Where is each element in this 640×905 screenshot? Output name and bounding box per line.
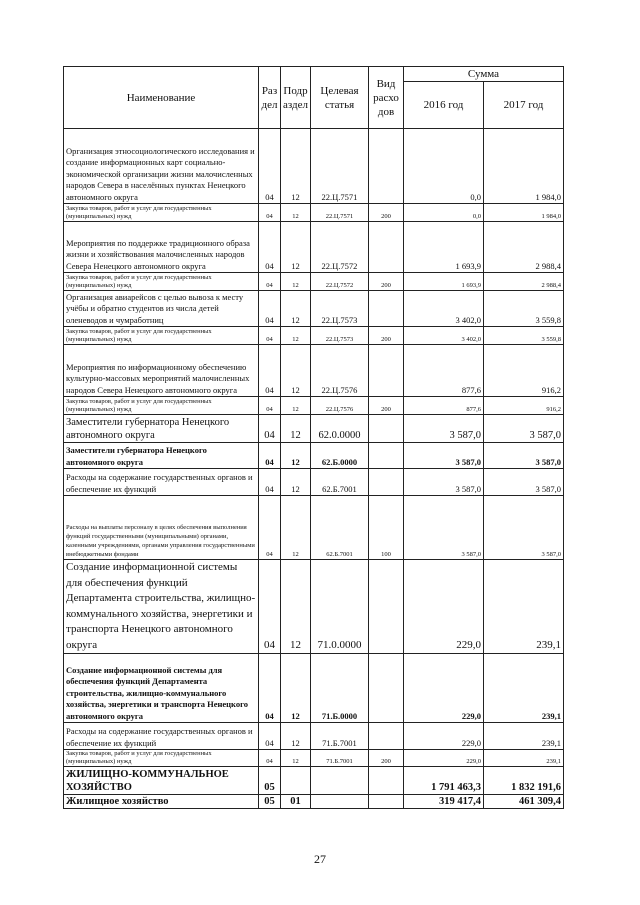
header-name: Наименование (64, 67, 259, 129)
row-razdel: 05 (259, 767, 281, 795)
row-podrazdel: 01 (281, 795, 311, 809)
table-row (64, 273, 564, 291)
row-podrazdel: 12 (281, 291, 311, 327)
row-sum-2016: 0,0 (404, 129, 484, 204)
row-vid (369, 560, 404, 654)
row-vid: 200 (369, 397, 404, 415)
page-number: 27 (314, 852, 326, 866)
row-name: Мероприятия по поддержке традиционного образа жизни и хозяйствования малочисленных народов Севера Ненецкого автономного округа (64, 222, 259, 273)
table-row (64, 222, 564, 273)
row-razdel: 04 (259, 291, 281, 327)
row-vid (369, 795, 404, 809)
row-celevaya: 22.Ц.7571 (311, 204, 369, 222)
row-razdel: 04 (259, 327, 281, 345)
row-podrazdel: 12 (281, 496, 311, 560)
row-name: Мероприятия по информационному обеспечению культурно-массовых мероприятий малочисленных народов Севера Ненецкого автономного округа (64, 345, 259, 397)
table-row (64, 795, 564, 809)
row-vid: 200 (369, 204, 404, 222)
table-row (64, 469, 564, 496)
row-name: Создание информационной системы для обеспечения функций Департамента строительства, жилищно-коммунального хозяйства, энергетики и транспорта Ненецкого автономного округа (64, 560, 259, 654)
row-razdel: 04 (259, 415, 281, 443)
row-sum-2017: 2 988,4 (484, 222, 564, 273)
row-sum-2016: 229,0 (404, 560, 484, 654)
row-sum-2016: 3 587,0 (404, 496, 484, 560)
row-name: ЖИЛИЩНО-КОММУНАЛЬНОЕ ХОЗЯЙСТВО (64, 767, 259, 795)
row-sum-2016: 319 417,4 (404, 795, 484, 809)
row-vid (369, 469, 404, 496)
row-sum-2017: 461 309,4 (484, 795, 564, 809)
table-row (64, 129, 564, 204)
row-vid: 200 (369, 273, 404, 291)
row-celevaya: 71.Б.7001 (311, 750, 369, 767)
row-sum-2017: 3 587,0 (484, 415, 564, 443)
row-podrazdel: 12 (281, 129, 311, 204)
header-razdel: Раз дел (259, 67, 281, 129)
row-sum-2017: 1 832 191,6 (484, 767, 564, 795)
row-name: Закупка товаров, работ и услуг для государственных (муниципальных) нужд (64, 327, 259, 345)
row-sum-2017: 916,2 (484, 345, 564, 397)
row-name: Заместители губернатора Ненецкого автономного округа (64, 415, 259, 443)
row-celevaya: 62.Б.7001 (311, 469, 369, 496)
table-row (64, 723, 564, 750)
row-celevaya (311, 767, 369, 795)
row-celevaya: 71.Б.0000 (311, 654, 369, 723)
row-sum-2016: 1 791 463,3 (404, 767, 484, 795)
header-year-2016: 2016 год (404, 82, 484, 129)
row-podrazdel: 12 (281, 397, 311, 415)
row-razdel: 04 (259, 222, 281, 273)
row-podrazdel: 12 (281, 443, 311, 469)
table-row (64, 654, 564, 723)
row-name: Жилищное хозяйство (64, 795, 259, 809)
row-name: Закупка товаров, работ и услуг для государственных (муниципальных) нужд (64, 273, 259, 291)
row-sum-2017: 2 988,4 (484, 273, 564, 291)
row-vid (369, 222, 404, 273)
row-name: Организация этносоциологического исследования и создание информационных карт социально-экономической организации жизни малочисленных народов Севера в населённых пунктах Ненецкого автономного округа (64, 129, 259, 204)
row-sum-2016: 0,0 (404, 204, 484, 222)
table-row (64, 496, 564, 560)
row-razdel: 04 (259, 397, 281, 415)
row-sum-2016: 877,6 (404, 397, 484, 415)
row-sum-2016: 3 587,0 (404, 443, 484, 469)
row-podrazdel: 12 (281, 204, 311, 222)
row-razdel: 04 (259, 443, 281, 469)
row-podrazdel: 12 (281, 222, 311, 273)
row-celevaya: 71.0.0000 (311, 560, 369, 654)
row-sum-2016: 1 693,9 (404, 273, 484, 291)
row-sum-2017: 916,2 (484, 397, 564, 415)
row-podrazdel: 12 (281, 723, 311, 750)
row-razdel: 04 (259, 750, 281, 767)
table-row (64, 443, 564, 469)
row-podrazdel: 12 (281, 415, 311, 443)
header-podrazdel: Подр аздел (281, 67, 311, 129)
row-podrazdel: 12 (281, 273, 311, 291)
row-celevaya: 62.Б.0000 (311, 443, 369, 469)
row-celevaya: 62.0.0000 (311, 415, 369, 443)
row-name: Расходы на выплаты персоналу в целях обеспечения выполнения функций государственными (муниципальными) органами, казенными учреждениями, органами управления государственными внебюджетными фондами (64, 496, 259, 560)
row-razdel: 04 (259, 723, 281, 750)
row-razdel: 04 (259, 273, 281, 291)
row-vid (369, 345, 404, 397)
row-vid: 100 (369, 496, 404, 560)
row-name: Расходы на содержание государственных органов и обеспечение их функций (64, 723, 259, 750)
row-name: Заместители губернатора Ненецкого автономного округа (64, 443, 259, 469)
row-sum-2017: 1 984,0 (484, 204, 564, 222)
row-sum-2016: 229,0 (404, 750, 484, 767)
row-celevaya: 22.Ц.7571 (311, 129, 369, 204)
table-row (64, 327, 564, 345)
row-celevaya: 22.Ц.7573 (311, 291, 369, 327)
row-sum-2016: 3 587,0 (404, 469, 484, 496)
row-podrazdel: 12 (281, 327, 311, 345)
row-vid (369, 767, 404, 795)
row-podrazdel: 12 (281, 345, 311, 397)
row-vid (369, 129, 404, 204)
row-razdel: 04 (259, 129, 281, 204)
row-sum-2017: 239,1 (484, 654, 564, 723)
row-vid (369, 443, 404, 469)
table-row (64, 767, 564, 795)
row-sum-2016: 3 587,0 (404, 415, 484, 443)
table-row (64, 415, 564, 443)
row-name: Закупка товаров, работ и услуг для государственных (муниципальных) нужд (64, 750, 259, 767)
row-sum-2017: 3 587,0 (484, 443, 564, 469)
row-sum-2016: 229,0 (404, 723, 484, 750)
row-sum-2017: 239,1 (484, 750, 564, 767)
row-sum-2016: 1 693,9 (404, 222, 484, 273)
row-celevaya: 22.Ц.7576 (311, 397, 369, 415)
table-row (64, 204, 564, 222)
row-razdel: 05 (259, 795, 281, 809)
row-vid: 200 (369, 327, 404, 345)
row-celevaya: 22.Ц.7576 (311, 345, 369, 397)
table-row (64, 397, 564, 415)
row-celevaya: 22.Ц.7572 (311, 273, 369, 291)
row-sum-2016: 877,6 (404, 345, 484, 397)
row-razdel: 04 (259, 204, 281, 222)
table-row (64, 291, 564, 327)
row-name: Организация авиарейсов с целью вывоза к месту учёбы и обратно студентов из числа детей оленеводов и чумработниц (64, 291, 259, 327)
row-celevaya: 22.Ц.7572 (311, 222, 369, 273)
row-razdel: 04 (259, 560, 281, 654)
row-sum-2016: 229,0 (404, 654, 484, 723)
header-vid: Вид расхо дов (369, 67, 404, 129)
row-podrazdel: 12 (281, 654, 311, 723)
row-razdel: 04 (259, 345, 281, 397)
row-razdel: 04 (259, 654, 281, 723)
row-vid (369, 291, 404, 327)
table-row (64, 560, 564, 654)
row-name: Закупка товаров, работ и услуг для государственных (муниципальных) нужд (64, 204, 259, 222)
row-vid (369, 654, 404, 723)
row-podrazdel (281, 767, 311, 795)
budget-table (63, 66, 564, 809)
row-sum-2016: 3 402,0 (404, 327, 484, 345)
row-sum-2017: 239,1 (484, 723, 564, 750)
row-razdel: 04 (259, 469, 281, 496)
row-name: Закупка товаров, работ и услуг для государственных (муниципальных) нужд (64, 397, 259, 415)
row-name: Создание информационной системы для обеспечения функций Департамента строительства, жилищно-коммунального хозяйства, энергетики и транспорта Ненецкого автономного округа (64, 654, 259, 723)
row-celevaya: 71.Б.7001 (311, 723, 369, 750)
row-vid (369, 415, 404, 443)
row-podrazdel: 12 (281, 469, 311, 496)
row-vid (369, 723, 404, 750)
row-sum-2017: 3 559,8 (484, 327, 564, 345)
header-year-2017: 2017 год (484, 82, 564, 129)
row-sum-2017: 3 559,8 (484, 291, 564, 327)
row-podrazdel: 12 (281, 560, 311, 654)
table-row (64, 750, 564, 767)
row-razdel: 04 (259, 496, 281, 560)
row-sum-2017: 239,1 (484, 560, 564, 654)
row-vid: 200 (369, 750, 404, 767)
row-sum-2017: 1 984,0 (484, 129, 564, 204)
row-sum-2016: 3 402,0 (404, 291, 484, 327)
row-celevaya: 62.Б.7001 (311, 496, 369, 560)
row-sum-2017: 3 587,0 (484, 496, 564, 560)
row-sum-2017: 3 587,0 (484, 469, 564, 496)
table-row (64, 345, 564, 397)
header-summa: Сумма (404, 67, 564, 82)
header-celevaya: Целевая статья (311, 67, 369, 129)
row-celevaya (311, 795, 369, 809)
row-name: Расходы на содержание государственных органов и обеспечение их функций (64, 469, 259, 496)
row-celevaya: 22.Ц.7573 (311, 327, 369, 345)
row-podrazdel: 12 (281, 750, 311, 767)
